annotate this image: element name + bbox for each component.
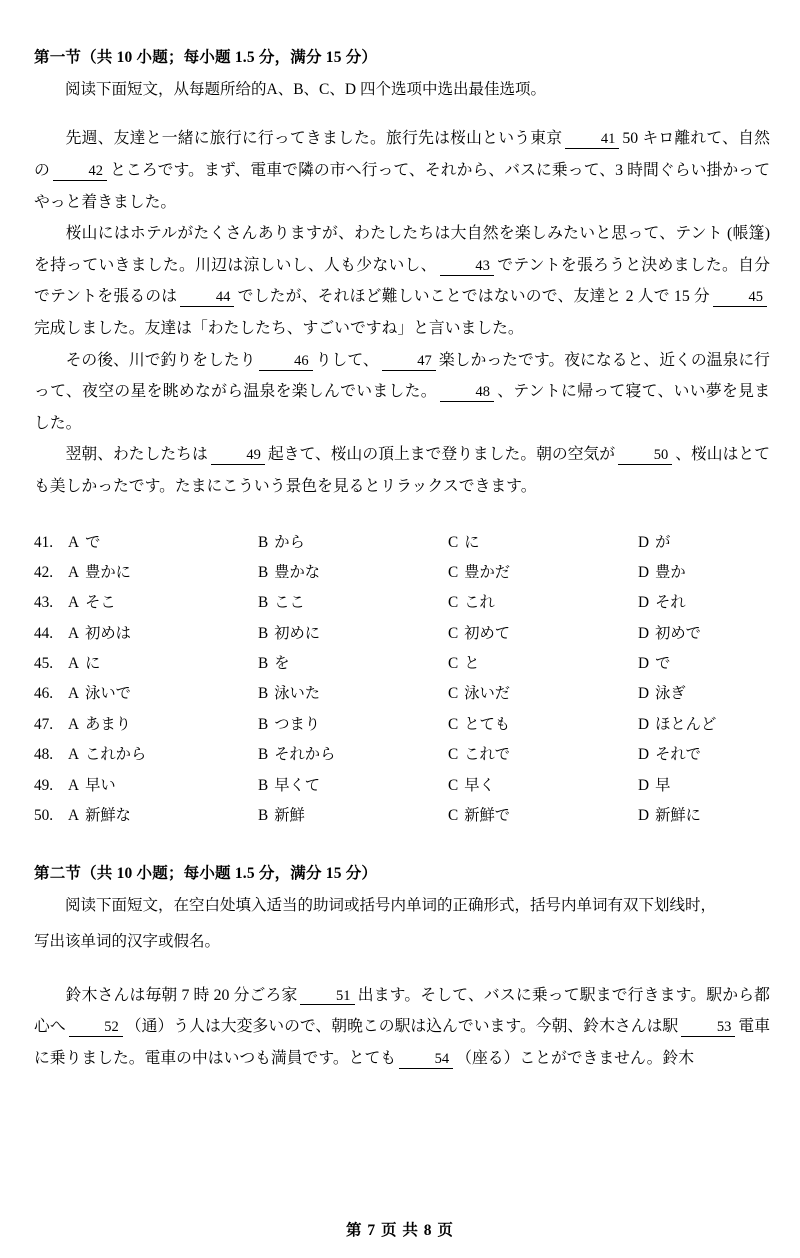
question-row (34, 776, 770, 796)
answer-blank-45[interactable]: 45 (713, 290, 767, 307)
choice-text: で (85, 533, 101, 551)
choice-option[interactable] (68, 806, 258, 826)
choice-option[interactable] (68, 715, 258, 735)
choice-option[interactable] (258, 806, 448, 826)
choice-label: A (68, 563, 80, 581)
question-number: 42. (34, 563, 54, 581)
choice-text: に (85, 655, 101, 673)
section2-heading: 第二节（共 10 小题；每小题 1.5 分，满分 15 分） (34, 864, 378, 882)
choice-label: B (258, 806, 269, 824)
choice-label: A (68, 806, 80, 824)
passage1-text: でテントを張ろうと決めました。自分でテントを張るのは (34, 256, 770, 306)
choice-text: 泳ぎ (655, 685, 686, 703)
answer-blank-53[interactable]: 53 (681, 1020, 735, 1037)
choice-label: C (448, 715, 459, 733)
passage1-text: 先週、友達と一緒に旅行に行ってきました。旅行先は桜山という東京 (65, 130, 563, 148)
page-content (34, 46, 770, 1074)
answer-blank-48[interactable]: 48 (440, 385, 494, 402)
choice-label: A (68, 594, 80, 612)
question-row (34, 624, 770, 644)
choice-text: これで (464, 746, 511, 764)
passage1-paragraph (34, 345, 770, 440)
choice-label: D (638, 655, 650, 673)
choice-option[interactable] (638, 563, 800, 583)
passage1-text: 翌朝、わたしたちは (65, 446, 208, 464)
page-footer: 第 7 页 共 8 页 (346, 1222, 454, 1239)
choice-label: C (448, 685, 459, 703)
choice-text: 豊かに (85, 563, 131, 581)
choice-option[interactable] (258, 593, 448, 613)
choice-option[interactable] (258, 684, 448, 704)
passage1-text: 完成しました。友達は「わたしたち、すごいですね」と言いました。 (34, 320, 524, 338)
passage1-text: 桜山にはホテルがたくさんありますが、わたしたちは大自然を楽しみたいと思って、テント (帳篷) を持っていきました。川辺は涼しいし、人も少ないし、 (34, 225, 770, 274)
choice-option[interactable] (258, 745, 448, 765)
answer-blank-41[interactable]: 41 (565, 132, 619, 149)
choice-text: 新鮮で (464, 806, 511, 824)
answer-blank-46[interactable]: 46 (259, 354, 313, 371)
passage1-paragraph (34, 123, 770, 218)
choice-label: B (258, 715, 269, 733)
choice-text: 新鮮な (85, 806, 131, 824)
passage1-text: 、桜山はとても美しかったです。たまにこういう景色を見るとリラックスできます。 (34, 446, 770, 495)
choice-text: 初めで (655, 624, 701, 642)
question-number: 41. (34, 533, 54, 551)
answer-blank-54[interactable]: 54 (399, 1052, 453, 1069)
choice-text: 新鮮に (655, 806, 701, 824)
question-number: 43. (34, 594, 54, 612)
choice-option[interactable] (448, 745, 638, 765)
choice-text: そこ (85, 594, 116, 612)
choice-text: を (274, 655, 290, 673)
choice-label: C (448, 655, 459, 673)
answer-blank-47[interactable]: 47 (382, 354, 436, 371)
choice-label: D (638, 685, 650, 703)
choice-option[interactable] (448, 684, 638, 704)
choice-text: これ (464, 594, 495, 612)
passage1-text: 50 キロ離れて、自然の (34, 130, 770, 180)
question-number: 50. (34, 806, 54, 824)
choice-text: それ (655, 594, 686, 612)
choice-text: あまり (85, 715, 131, 733)
answer-blank-51[interactable]: 51 (300, 989, 354, 1006)
choice-text: 初めは (85, 624, 131, 642)
choice-text: で (655, 655, 671, 673)
choice-label: B (258, 624, 269, 642)
choice-label: A (68, 776, 80, 794)
passage2-text: 電車に乗りました。電車の中はいつも満員です。とても (34, 1018, 770, 1067)
choice-label: A (68, 655, 80, 673)
question-number: 47. (34, 715, 54, 733)
passage2-paragraph (34, 980, 770, 1075)
choice-text: から (274, 533, 305, 551)
passage1-paragraph (34, 218, 770, 344)
choice-option[interactable] (448, 624, 638, 644)
answer-blank-49[interactable]: 49 (211, 448, 265, 465)
choice-label: B (258, 655, 269, 673)
question-number: 45. (34, 655, 54, 673)
section2-instruction-line1: 阅读下面短文，在空白处填入适当的助词或括号内单词的正确形式，括号内单词有双下划线时， (65, 897, 717, 915)
choice-text: つまり (274, 715, 321, 733)
choice-option[interactable] (258, 533, 448, 553)
question-row (34, 715, 770, 735)
choice-text: が (655, 533, 671, 551)
passage1-text: その後、川で釣りをしたり (65, 351, 256, 369)
passage2-text: （通）う人は大変多いので、朝晩この駅は込んでいます。今朝、鈴木さんは駅 (125, 1018, 679, 1036)
choice-option[interactable] (448, 776, 638, 796)
choice-option[interactable] (448, 806, 638, 826)
choice-label: C (448, 533, 459, 551)
passage2-text: 鈴木さんは毎朝 7 時 20 分ごろ家 (65, 986, 298, 1004)
choice-label: D (638, 533, 650, 551)
choice-option[interactable] (68, 745, 258, 765)
choice-label: D (638, 594, 650, 612)
section1-heading: 第一节（共 10 小题；每小题 1.5 分，满分 15 分） (34, 49, 378, 66)
choice-option[interactable] (258, 776, 448, 796)
choice-label: D (638, 746, 650, 764)
passage1-text: りして、 (315, 351, 379, 369)
choice-label: A (68, 715, 80, 733)
answer-blank-50[interactable]: 50 (618, 448, 672, 465)
choice-text: 豊かな (274, 563, 321, 581)
answer-blank-52[interactable]: 52 (69, 1020, 123, 1037)
question-row (34, 806, 770, 826)
choice-text: 早くて (274, 776, 321, 794)
passage1-text: 、テントに帰って寝て、いい夢を見ました。 (34, 383, 770, 432)
answer-blank-42[interactable]: 42 (53, 164, 107, 181)
question-number: 48. (34, 746, 54, 764)
choice-label: A (68, 624, 80, 642)
choice-option[interactable] (638, 593, 800, 613)
choice-option[interactable] (448, 593, 638, 613)
choice-option[interactable] (638, 684, 800, 704)
choice-text: 新鮮 (274, 806, 305, 824)
choice-option[interactable] (258, 563, 448, 583)
choice-label: D (638, 806, 650, 824)
choice-label: D (638, 776, 650, 794)
choice-text: 早い (85, 776, 116, 794)
question-number: 44. (34, 624, 54, 642)
question-row (34, 563, 770, 583)
choice-text: 豊か (655, 563, 686, 581)
choice-option[interactable] (448, 715, 638, 735)
choice-label: D (638, 715, 650, 733)
choice-label: B (258, 685, 269, 703)
choice-option[interactable] (68, 776, 258, 796)
choice-label: A (68, 746, 80, 764)
answer-blank-43[interactable]: 43 (440, 259, 494, 276)
passage1-text: ところです。まず、電車で隣の市へ行って、それから、バスに乗って、3 時間ぐらい掛かってやっと着きました。 (34, 162, 770, 211)
choice-option[interactable] (68, 654, 258, 674)
choice-option[interactable] (638, 776, 800, 796)
choice-text: ここ (274, 594, 305, 612)
choice-label: D (638, 563, 650, 581)
choice-option[interactable] (68, 624, 258, 644)
choice-option[interactable] (638, 715, 800, 735)
question-number: 49. (34, 776, 54, 794)
choice-label: C (448, 624, 459, 642)
question-row (34, 654, 770, 674)
passage1-text: 楽しかったです。夜になると、近くの温泉に行って、夜空の星を眺めながら温泉を楽しんでいました。 (34, 351, 770, 401)
choice-text: に (464, 533, 480, 551)
choice-label: A (68, 533, 80, 551)
choice-text: と (464, 655, 480, 673)
choice-text: 初めに (274, 624, 321, 642)
choice-option[interactable] (638, 654, 800, 674)
choice-text: ほとんど (655, 715, 717, 733)
passage1-text: でしたが、それほど難しいことではないので、友達と 2 人で 15 分 (237, 288, 710, 306)
question-row (34, 684, 770, 704)
choice-option[interactable] (68, 563, 258, 583)
section2 (34, 862, 770, 1074)
choice-text: それから (274, 746, 336, 764)
choice-text: 初めて (464, 624, 511, 642)
choice-option[interactable] (258, 715, 448, 735)
choice-option[interactable] (448, 533, 638, 553)
choice-label: C (448, 806, 459, 824)
passage2-text: 出ます。そして、バスに乗って駅まで行きます。駅から都心へ (34, 986, 770, 1036)
choice-option[interactable] (258, 624, 448, 644)
choice-label: C (448, 563, 459, 581)
passage1-paragraph (34, 439, 770, 502)
choice-label: C (448, 594, 459, 612)
choice-option[interactable] (638, 624, 800, 644)
passage2-text: （座る）ことができません。鈴木 (456, 1049, 695, 1067)
choice-text: 豊かだ (464, 563, 511, 581)
choice-option[interactable] (448, 654, 638, 674)
choice-label: B (258, 533, 269, 551)
section2-passage (34, 980, 770, 1075)
choice-option[interactable] (638, 533, 800, 553)
choice-text: これから (85, 746, 147, 764)
choice-option[interactable] (448, 563, 638, 583)
question-row (34, 745, 770, 765)
question-row (34, 533, 770, 553)
choice-text: 早 (655, 776, 671, 794)
answer-blank-44[interactable]: 44 (180, 290, 234, 307)
choice-label: D (638, 624, 650, 642)
question-row (34, 593, 770, 613)
choice-option[interactable] (68, 593, 258, 613)
choice-label: C (448, 746, 459, 764)
choice-option[interactable] (68, 684, 258, 704)
choice-option[interactable] (638, 745, 800, 765)
section2-instruction-line2: 写出该单词的汉字或假名。 (34, 933, 221, 951)
section1-instruction: 阅读下面短文，从每题所给的A、B、C、D 四个选项中选出最佳选项。 (65, 81, 546, 99)
choice-text: 泳いで (85, 685, 131, 703)
choice-label: B (258, 746, 269, 764)
choice-label: C (448, 776, 459, 794)
choice-label: A (68, 685, 80, 703)
choice-label: B (258, 563, 269, 581)
choice-text: とても (464, 715, 511, 733)
passage1-text: 起きて、桜山の頂上まで登りました。朝の空気が (267, 446, 616, 464)
section1-question-list (34, 533, 770, 826)
choice-option[interactable] (68, 533, 258, 553)
choice-label: B (258, 776, 269, 794)
choice-text: それで (655, 746, 701, 764)
choice-text: 早く (464, 776, 495, 794)
choice-text: 泳いた (274, 685, 321, 703)
choice-label: B (258, 594, 269, 612)
choice-text: 泳いだ (464, 685, 511, 703)
section1-passage (34, 123, 770, 502)
choice-option[interactable] (638, 806, 800, 826)
choice-option[interactable] (258, 654, 448, 674)
question-number: 46. (34, 685, 54, 703)
